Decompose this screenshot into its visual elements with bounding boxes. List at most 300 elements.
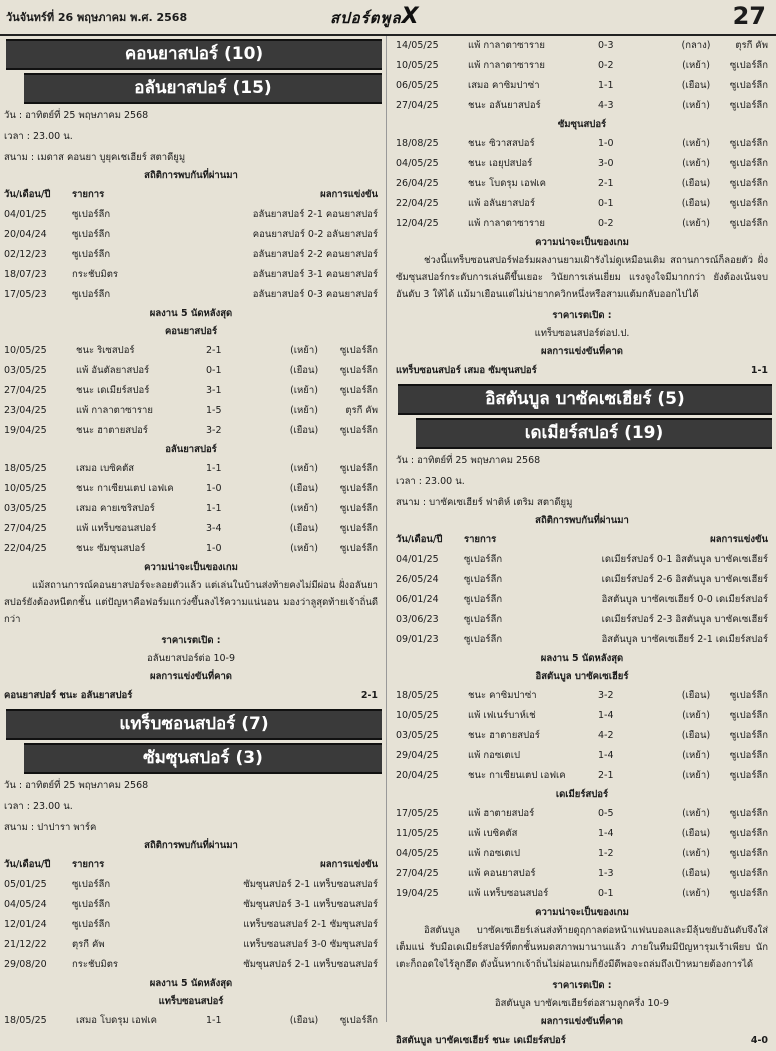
odds-title: ราคาเรตเปิด : bbox=[161, 635, 221, 646]
form-result: แพ้ แทร็บซอนสปอร์ bbox=[468, 888, 549, 899]
form-venue: (เยือน) bbox=[681, 178, 711, 189]
form-venue: (เยือน) bbox=[681, 80, 711, 91]
h2h-header-result: ผลการแข่งขัน bbox=[320, 859, 378, 870]
form-competition: ซูเปอร์ลีก bbox=[729, 690, 768, 701]
prediction bbox=[392, 361, 772, 381]
form-row bbox=[0, 499, 382, 519]
form-result: เสมอ เบซิคตัส bbox=[76, 463, 135, 474]
form-row bbox=[392, 804, 772, 824]
prediction-title: ผลการแข่งขันที่คาด bbox=[150, 671, 232, 682]
form-score: 1-4 bbox=[598, 750, 614, 761]
form-date: 10/05/25 bbox=[4, 483, 47, 494]
form-result: แพ้ กอซเตเป bbox=[468, 750, 521, 761]
form-score: 0-1 bbox=[206, 365, 222, 376]
h2h-result: ซัมซุนสปอร์ 2-1 แทร็บซอนสปอร์ bbox=[243, 879, 378, 890]
form-result: ชนะ กาเซียนเตป เอฟเค bbox=[468, 770, 566, 781]
form-venue: (เหย้า) bbox=[290, 543, 318, 554]
h2h-header-date: วัน/เดือน/ปี bbox=[4, 859, 51, 870]
form-date: 19/04/25 bbox=[396, 888, 439, 899]
h2h-header-comp: รายการ bbox=[72, 189, 105, 200]
form-competition: ซูเปอร์ลีก bbox=[729, 80, 768, 91]
match-venue: สนาม : ปาปารา พาร์ค bbox=[4, 822, 97, 833]
prediction-title: ผลการแข่งขันที่คาด bbox=[541, 1016, 623, 1027]
form-score: 1-4 bbox=[598, 828, 614, 839]
form-competition: ตุรกี คัพ bbox=[735, 40, 768, 51]
form-competition: ซูเปอร์ลีก bbox=[729, 888, 768, 899]
form-title: ผลงาน 5 นัดหลังสุด bbox=[149, 978, 233, 989]
form-competition: ซูเปอร์ลีก bbox=[729, 710, 768, 721]
home-form-table-continued bbox=[392, 36, 772, 116]
h2h-row bbox=[392, 590, 772, 610]
form-competition: ซูเปอร์ลีก bbox=[729, 138, 768, 149]
left-column bbox=[0, 36, 382, 1026]
form-score: 2-1 bbox=[206, 345, 222, 356]
form-date: 29/04/25 bbox=[396, 750, 439, 761]
right-column bbox=[392, 36, 772, 1046]
h2h-date: 04/05/24 bbox=[4, 899, 47, 910]
form-score: 4-2 bbox=[598, 730, 614, 741]
form-venue: (เหย้า) bbox=[290, 405, 318, 416]
form-venue: (กลาง) bbox=[681, 40, 711, 51]
form-competition: ซูเปอร์ลีก bbox=[729, 808, 768, 819]
form-competition: ซูเปอร์ลีก bbox=[729, 828, 768, 839]
h2h-result: อลันยาสปอร์ 2-2 คอนยาสปอร์ bbox=[252, 249, 378, 260]
prediction-text: อิสตันบูล บาซัคเซเฮียร์ ชนะ เดเมียร์สปอร์ bbox=[396, 1035, 566, 1046]
form-venue: (เยือน) bbox=[681, 868, 711, 879]
form-score: 1-0 bbox=[206, 543, 222, 554]
form-result: แพ้ คอนยาสปอร์ bbox=[468, 868, 536, 879]
analysis-title: ความน่าจะเป็นของเกม bbox=[144, 562, 238, 573]
form-row bbox=[392, 824, 772, 844]
h2h-date: 04/01/25 bbox=[396, 554, 439, 565]
home-form-table bbox=[392, 686, 772, 786]
form-score: 0-1 bbox=[598, 198, 614, 209]
form-result: แพ้ กาลาตาซาราย bbox=[468, 40, 545, 51]
h2h-date: 29/08/20 bbox=[4, 959, 47, 970]
form-row bbox=[392, 214, 772, 234]
form-date: 10/05/25 bbox=[396, 60, 439, 71]
h2h-row bbox=[0, 935, 382, 955]
form-venue: (เยือน) bbox=[681, 198, 711, 209]
form-competition: ซูเปอร์ลีก bbox=[339, 483, 378, 494]
form-date: 27/04/25 bbox=[396, 100, 439, 111]
h2h-competition: ซูเปอร์ลีก bbox=[72, 229, 111, 240]
h2h-result: แทร็บซอนสปอร์ 2-1 ซัมซุนสปอร์ bbox=[243, 919, 378, 930]
form-date: 27/04/25 bbox=[4, 385, 47, 396]
logo-x: X bbox=[401, 4, 420, 29]
form-score: 1-2 bbox=[598, 848, 614, 859]
home-form-title: แทร็บซอนสปอร์ bbox=[158, 996, 224, 1007]
odds-text: อิสตันบูล บาซัคเซเฮียร์ต่อสามลูกครึ่ง 10-9 bbox=[494, 998, 670, 1009]
page-number: 27 bbox=[732, 2, 766, 30]
form-venue: (เหย้า) bbox=[682, 848, 710, 859]
form-score: 1-1 bbox=[206, 503, 222, 514]
team-banner-away: อลันยาสปอร์ (15) bbox=[24, 73, 382, 104]
home-form-title: คอนยาสปอร์ bbox=[164, 326, 218, 337]
form-date: 26/04/25 bbox=[396, 178, 439, 189]
h2h-row bbox=[0, 915, 382, 935]
form-venue: (เยือน) bbox=[289, 523, 319, 534]
form-competition: ซูเปอร์ลีก bbox=[339, 365, 378, 376]
form-score: 0-3 bbox=[598, 40, 614, 51]
h2h-date: 02/12/23 bbox=[4, 249, 47, 260]
form-score: 1-3 bbox=[598, 868, 614, 879]
team-banner-home: คอนยาสปอร์ (10) bbox=[6, 39, 382, 70]
form-row bbox=[392, 686, 772, 706]
prediction-title: ผลการแข่งขันที่คาด bbox=[541, 346, 623, 357]
form-result: แพ้ อลันยาสปอร์ bbox=[468, 198, 535, 209]
match-day: วัน : อาทิตย์ที่ 25 พฤษภาคม 2568 bbox=[396, 455, 541, 466]
h2h-competition: ซูเปอร์ลีก bbox=[72, 209, 111, 220]
form-date: 18/05/25 bbox=[4, 1015, 47, 1026]
form-score: 4-3 bbox=[598, 100, 614, 111]
analysis-text: แม้สถานการณ์คอนยาสปอร์จะลอยตัวแล้ว แต่เล่นในบ้านส่งท้ายคงไม่มีผ่อน ฝั่งอลันยาสปอร์ยังต้องหนีตกชั้น แต่ปัญหาคือฟอร์มแกว่งขึ้นลงไร้ความแน่นอน มองว่าลูสุดท้ายเจ้าถิ่นดีกว่า bbox=[4, 580, 378, 625]
form-result: แพ้ อันตัลยาสปอร์ bbox=[76, 365, 150, 376]
home-form-title: อิสตันบูล บาซัคเซเฮียร์ bbox=[535, 671, 629, 682]
away-form-title: อลันยาสปอร์ bbox=[165, 444, 217, 455]
analysis-title: ความน่าจะเป็นของเกม bbox=[535, 907, 629, 918]
h2h-header-comp: รายการ bbox=[464, 534, 497, 545]
form-result: ชนะ ริเซสปอร์ bbox=[76, 345, 135, 356]
h2h-date: 06/01/24 bbox=[396, 594, 439, 605]
prediction-score: 1-1 bbox=[750, 365, 768, 376]
form-result: แพ้ กาลาตาซาราย bbox=[468, 60, 545, 71]
h2h-row bbox=[0, 225, 382, 245]
h2h-header-result: ผลการแข่งขัน bbox=[710, 534, 768, 545]
prediction-text: คอนยาสปอร์ ชนะ อลันยาสปอร์ bbox=[4, 690, 133, 701]
form-result: ชนะ เอยุปสปอร์ bbox=[468, 158, 533, 169]
h2h-competition: ซูเปอร์ลีก bbox=[464, 594, 503, 605]
h2h-date: 21/12/22 bbox=[4, 939, 47, 950]
away-form-table bbox=[392, 134, 772, 234]
h2h-competition: ซูเปอร์ลีก bbox=[464, 614, 503, 625]
logo bbox=[330, 4, 420, 30]
form-venue: (เหย้า) bbox=[682, 138, 710, 149]
h2h-title: สถิติการพบกันที่ผ่านมา bbox=[535, 515, 629, 526]
h2h-title: สถิติการพบกันที่ผ่านมา bbox=[144, 840, 238, 851]
form-venue: (เหย้า) bbox=[682, 750, 710, 761]
home-form-table bbox=[0, 341, 382, 441]
team-banner-away: เดเมียร์สปอร์ (19) bbox=[416, 418, 772, 449]
form-result: ชนะ ฮาตายสปอร์ bbox=[468, 730, 540, 741]
form-score: 3-4 bbox=[206, 523, 222, 534]
form-row bbox=[392, 36, 772, 56]
h2h-competition: ซูเปอร์ลีก bbox=[464, 634, 503, 645]
form-result: แพ้ เฟเนร์บาห์เช่ bbox=[468, 710, 536, 721]
form-row bbox=[0, 1011, 382, 1031]
h2h-row bbox=[392, 610, 772, 630]
form-venue: (เหย้า) bbox=[290, 463, 318, 474]
form-result: ชนะ กาเซียนเตป เอฟเค bbox=[76, 483, 174, 494]
match-time: เวลา : 23.00 น. bbox=[4, 801, 73, 812]
form-result: ชนะ ฮาตายสปอร์ bbox=[76, 425, 148, 436]
form-date: 27/04/25 bbox=[4, 523, 47, 534]
analysis-title: ความน่าจะเป็นของเกม bbox=[535, 237, 629, 248]
h2h-result: อิสตันบูล บาซัคเซเฮียร์ 0-0 เดเมียร์สปอร์ bbox=[601, 594, 768, 605]
form-competition: ซูเปอร์ลีก bbox=[339, 425, 378, 436]
match-time: เวลา : 23.00 น. bbox=[4, 131, 73, 142]
form-date: 04/05/25 bbox=[396, 158, 439, 169]
team-banner-home: แทร็บซอนสปอร์ (7) bbox=[6, 709, 382, 740]
form-score: 0-2 bbox=[598, 218, 614, 229]
h2h-competition: ซูเปอร์ลีก bbox=[72, 289, 111, 300]
form-row bbox=[0, 459, 382, 479]
form-row bbox=[0, 361, 382, 381]
form-date: 20/04/25 bbox=[396, 770, 439, 781]
h2h-result: เดเมียร์สปอร์ 0-1 อิสตันบูล บาซัคเซเฮียร์ bbox=[601, 554, 768, 565]
h2h-header-date: วัน/เดือน/ปี bbox=[4, 189, 51, 200]
h2h-competition: ซูเปอร์ลีก bbox=[464, 574, 503, 585]
h2h-row bbox=[0, 955, 382, 975]
form-date: 03/05/25 bbox=[4, 503, 47, 514]
form-row bbox=[392, 134, 772, 154]
form-date: 18/05/25 bbox=[396, 690, 439, 701]
form-row bbox=[392, 766, 772, 786]
form-venue: (เยือน) bbox=[681, 828, 711, 839]
form-competition: ซูเปอร์ลีก bbox=[729, 158, 768, 169]
h2h-competition: ซูเปอร์ลีก bbox=[72, 899, 111, 910]
prediction-score: 4-0 bbox=[750, 1035, 768, 1046]
form-row bbox=[392, 76, 772, 96]
form-result: เสมอ คายเซริสปอร์ bbox=[76, 503, 155, 514]
form-result: ชนะ เดเมียร์สปอร์ bbox=[76, 385, 150, 396]
form-date: 06/05/25 bbox=[396, 80, 439, 91]
match-day: วัน : อาทิตย์ที่ 25 พฤษภาคม 2568 bbox=[4, 780, 149, 791]
odds-title: ราคาเรตเปิด : bbox=[552, 310, 612, 321]
match-venue: สนาม : เมดาส คอนยา บูยุคเชเฮียร์ สตาดียูมู bbox=[4, 152, 186, 163]
form-venue: (เหย้า) bbox=[290, 385, 318, 396]
form-row bbox=[392, 746, 772, 766]
form-date: 27/04/25 bbox=[396, 868, 439, 879]
h2h-date: 20/04/24 bbox=[4, 229, 47, 240]
form-result: ชนะ อลันยาสปอร์ bbox=[468, 100, 541, 111]
form-date: 14/05/25 bbox=[396, 40, 439, 51]
logo-text: สปอร์ตพูล bbox=[330, 9, 402, 27]
form-competition: ซูเปอร์ลีก bbox=[729, 100, 768, 111]
h2h-competition: ตุรกี คัพ bbox=[72, 939, 105, 950]
form-date: 22/04/25 bbox=[4, 543, 47, 554]
analysis-text: ช่วงนี้แทร็บซอนสปอร์ฟอร์มผลงานยามเฝ้ารังไม่ดูเหมือนเดิม สถานการณ์ก็ลอยตัว ฝั่งซัมซุนสปอร์กระดับการเล่นดีขึ้นเยอะ วินัยการเล่นเยี่ยม แรงจูงใจมีมากกว่า ยังต้องเน้นจบอันดับ 3 ให้ได้ แม้มาเยือนแต่ไม่น่ายากควิกหนึ่งหรือสามแต้มกลับออกไปได้ bbox=[396, 255, 768, 300]
form-score: 1-0 bbox=[206, 483, 222, 494]
odds-text: อลันยาสปอร์ต่อ 10-9 bbox=[146, 653, 235, 664]
h2h-result: อลันยาสปอร์ 3-1 คอนยาสปอร์ bbox=[252, 269, 378, 280]
h2h-header bbox=[392, 530, 772, 550]
h2h-row bbox=[0, 895, 382, 915]
form-date: 17/05/25 bbox=[396, 808, 439, 819]
h2h-result: ซัมซุนสปอร์ 2-1 แทร็บซอนสปอร์ bbox=[243, 959, 378, 970]
form-result: ชนะ ซิวาสสปอร์ bbox=[468, 138, 535, 149]
form-row bbox=[0, 519, 382, 539]
h2h-header-comp: รายการ bbox=[72, 859, 105, 870]
form-row bbox=[0, 401, 382, 421]
h2h-date: 05/01/25 bbox=[4, 879, 47, 890]
form-competition: ซูเปอร์ลีก bbox=[729, 730, 768, 741]
form-row bbox=[0, 341, 382, 361]
form-venue: (เยือน) bbox=[289, 425, 319, 436]
away-form-title: ซัมซุนสปอร์ bbox=[557, 119, 607, 130]
form-result: แพ้ ฮาตายสปอร์ bbox=[468, 808, 535, 819]
form-competition: ซูเปอร์ลีก bbox=[729, 198, 768, 209]
form-venue: (เหย้า) bbox=[290, 345, 318, 356]
h2h-competition: ซูเปอร์ลีก bbox=[464, 554, 503, 565]
h2h-competition: กระชับมิตร bbox=[72, 959, 118, 970]
match-venue: สนาม : บาซัคเซเฮียร์ ฟาติห์ เตริม สตาดียูมู bbox=[396, 497, 573, 508]
form-result: เสมอ โบดรุม เอฟเค bbox=[76, 1015, 158, 1026]
analysis-text: อิสตันบูล บาซัคเซเฮียร์เล่นส่งท้ายดูฤกาลต่อหน้าแฟนบอลและมีลุ้นขยับอันดับจึงใส่เต็มแน่ รับมือเดเมียร์สปอร์ที่ตกชั้นหมดสภาพมานานแล้ว ภายในทีมมีปัญหารุมเร้าเพียบ นักเตะก็ถอดใจไร้ลูกฮึด ดังนั้นหากเจ้าถิ่นไม่ผ่อนเกมก็ยังมีดีพอจะถล่มถึงเป้าหมายต้องการได้ bbox=[396, 925, 768, 970]
h2h-competition: ซูเปอร์ลีก bbox=[72, 249, 111, 260]
h2h-result: อลันยาสปอร์ 0-3 คอนยาสปอร์ bbox=[252, 289, 378, 300]
h2h-result: เดเมียร์สปอร์ 2-3 อิสตันบูล บาซัคเซเฮียร์ bbox=[601, 614, 768, 625]
form-date: 23/04/25 bbox=[4, 405, 47, 416]
form-score: 1-1 bbox=[206, 463, 222, 474]
h2h-competition: ซูเปอร์ลีก bbox=[72, 919, 111, 930]
form-score: 1-1 bbox=[206, 1015, 222, 1026]
form-score: 1-0 bbox=[598, 138, 614, 149]
away-form-table bbox=[0, 459, 382, 559]
form-result: ชนะ ซัมซุนสปอร์ bbox=[76, 543, 146, 554]
form-score: 1-5 bbox=[206, 405, 222, 416]
form-venue: (เหย้า) bbox=[682, 710, 710, 721]
h2h-row bbox=[0, 875, 382, 895]
h2h-date: 04/01/25 bbox=[4, 209, 47, 220]
h2h-table bbox=[392, 550, 772, 650]
form-score: 2-1 bbox=[598, 178, 614, 189]
form-date: 10/05/25 bbox=[4, 345, 47, 356]
odds-title: ราคาเรตเปิด : bbox=[552, 980, 612, 991]
form-venue: (เหย้า) bbox=[682, 60, 710, 71]
h2h-result: ซัมซุนสปอร์ 3-1 แทร็บซอนสปอร์ bbox=[243, 899, 378, 910]
away-form-table bbox=[392, 804, 772, 904]
home-form-table bbox=[0, 1011, 382, 1031]
form-venue: (เยือน) bbox=[289, 483, 319, 494]
form-result: ชนะ คาซิมปาซ่า bbox=[468, 690, 537, 701]
form-score: 2-1 bbox=[598, 770, 614, 781]
form-date: 12/04/25 bbox=[396, 218, 439, 229]
h2h-row bbox=[0, 245, 382, 265]
odds-text: แทร็บซอนสปอร์ต่อป.ป. bbox=[534, 328, 630, 339]
form-competition: ซูเปอร์ลีก bbox=[339, 503, 378, 514]
prediction bbox=[0, 686, 382, 706]
form-row bbox=[392, 194, 772, 214]
h2h-result: อิสตันบูล บาซัคเซเฮียร์ 2-1 เดเมียร์สปอร์ bbox=[601, 634, 768, 645]
h2h-date: 18/07/23 bbox=[4, 269, 47, 280]
form-row bbox=[392, 726, 772, 746]
form-date: 03/05/25 bbox=[396, 730, 439, 741]
h2h-row bbox=[0, 205, 382, 225]
form-row bbox=[0, 381, 382, 401]
h2h-date: 12/01/24 bbox=[4, 919, 47, 930]
form-title: ผลงาน 5 นัดหลังสุด bbox=[149, 308, 233, 319]
form-competition: ซูเปอร์ลีก bbox=[729, 770, 768, 781]
h2h-result: คอนยาสปอร์ 0-2 อลันยาสปอร์ bbox=[252, 229, 378, 240]
form-competition: ซูเปอร์ลีก bbox=[339, 385, 378, 396]
form-date: 10/05/25 bbox=[396, 710, 439, 721]
form-score: 1-1 bbox=[598, 80, 614, 91]
form-result: ชนะ โบดรุม เอฟเค bbox=[468, 178, 547, 189]
form-result: เสมอ คาซิมปาซ่า bbox=[468, 80, 540, 91]
form-result: แพ้ แทร็บซอนสปอร์ bbox=[76, 523, 157, 534]
form-row bbox=[0, 539, 382, 559]
form-row bbox=[392, 56, 772, 76]
form-result: แพ้ เบซิคตัส bbox=[468, 828, 518, 839]
form-competition: ซูเปอร์ลีก bbox=[339, 345, 378, 356]
h2h-date: 09/01/23 bbox=[396, 634, 439, 645]
form-competition: ซูเปอร์ลีก bbox=[729, 750, 768, 761]
form-date: 11/05/25 bbox=[396, 828, 439, 839]
form-competition: ซูเปอร์ลีก bbox=[729, 60, 768, 71]
team-banner-home: อิสตันบูล บาซัคเซเฮียร์ (5) bbox=[398, 384, 772, 415]
form-row bbox=[392, 844, 772, 864]
form-date: 22/04/25 bbox=[396, 198, 439, 209]
h2h-date: 03/06/23 bbox=[396, 614, 439, 625]
h2h-row bbox=[392, 550, 772, 570]
form-venue: (เหย้า) bbox=[682, 218, 710, 229]
h2h-date: 26/05/24 bbox=[396, 574, 439, 585]
form-competition: ซูเปอร์ลีก bbox=[729, 868, 768, 879]
h2h-header-result: ผลการแข่งขัน bbox=[320, 189, 378, 200]
form-date: 18/08/25 bbox=[396, 138, 439, 149]
form-date: 19/04/25 bbox=[4, 425, 47, 436]
form-score: 3-2 bbox=[598, 690, 614, 701]
form-competition: ซูเปอร์ลีก bbox=[729, 848, 768, 859]
h2h-result: เดเมียร์สปอร์ 2-6 อิสตันบูล บาซัคเซเฮียร์ bbox=[601, 574, 768, 585]
form-row bbox=[392, 864, 772, 884]
form-row bbox=[392, 884, 772, 904]
form-venue: (เหย้า) bbox=[682, 100, 710, 111]
form-venue: (เยือน) bbox=[681, 730, 711, 741]
form-row bbox=[0, 421, 382, 441]
form-competition: ตุรกี คัพ bbox=[345, 405, 378, 416]
team-banner-away: ซัมซุนสปอร์ (3) bbox=[24, 743, 382, 774]
page-header bbox=[0, 0, 776, 36]
form-competition: ซูเปอร์ลีก bbox=[339, 523, 378, 534]
form-score: 3-2 bbox=[206, 425, 222, 436]
h2h-competition: กระชับมิตร bbox=[72, 269, 118, 280]
form-row bbox=[392, 154, 772, 174]
form-score: 1-4 bbox=[598, 710, 614, 721]
h2h-competition: ซูเปอร์ลีก bbox=[72, 879, 111, 890]
h2h-header-date: วัน/เดือน/ปี bbox=[396, 534, 443, 545]
form-venue: (เยือน) bbox=[681, 690, 711, 701]
form-venue: (เหย้า) bbox=[682, 158, 710, 169]
form-date: 03/05/25 bbox=[4, 365, 47, 376]
h2h-row bbox=[392, 630, 772, 650]
form-venue: (เหย้า) bbox=[682, 888, 710, 899]
h2h-date: 17/05/23 bbox=[4, 289, 47, 300]
form-venue: (เยือน) bbox=[289, 1015, 319, 1026]
column-divider bbox=[386, 36, 387, 1022]
h2h-row bbox=[392, 570, 772, 590]
form-row bbox=[392, 96, 772, 116]
form-competition: ซูเปอร์ลีก bbox=[339, 1015, 378, 1026]
prediction bbox=[392, 1031, 772, 1051]
h2h-header bbox=[0, 185, 382, 205]
form-competition: ซูเปอร์ลีก bbox=[339, 463, 378, 474]
form-row bbox=[0, 479, 382, 499]
match-day: วัน : อาทิตย์ที่ 25 พฤษภาคม 2568 bbox=[4, 110, 149, 121]
form-score: 3-1 bbox=[206, 385, 222, 396]
prediction-score: 2-1 bbox=[360, 690, 378, 701]
form-competition: ซูเปอร์ลีก bbox=[339, 543, 378, 554]
form-date: 18/05/25 bbox=[4, 463, 47, 474]
h2h-table bbox=[0, 205, 382, 305]
form-title: ผลงาน 5 นัดหลังสุด bbox=[540, 653, 624, 664]
issue-date: วันจันทร์ที่ 26 พฤษภาคม พ.ศ. 2568 bbox=[6, 11, 188, 24]
h2h-result: อลันยาสปอร์ 2-1 คอนยาสปอร์ bbox=[252, 209, 378, 220]
h2h-row bbox=[0, 265, 382, 285]
form-result: แพ้ กาลาตาซาราย bbox=[76, 405, 153, 416]
match-time: เวลา : 23.00 น. bbox=[396, 476, 465, 487]
